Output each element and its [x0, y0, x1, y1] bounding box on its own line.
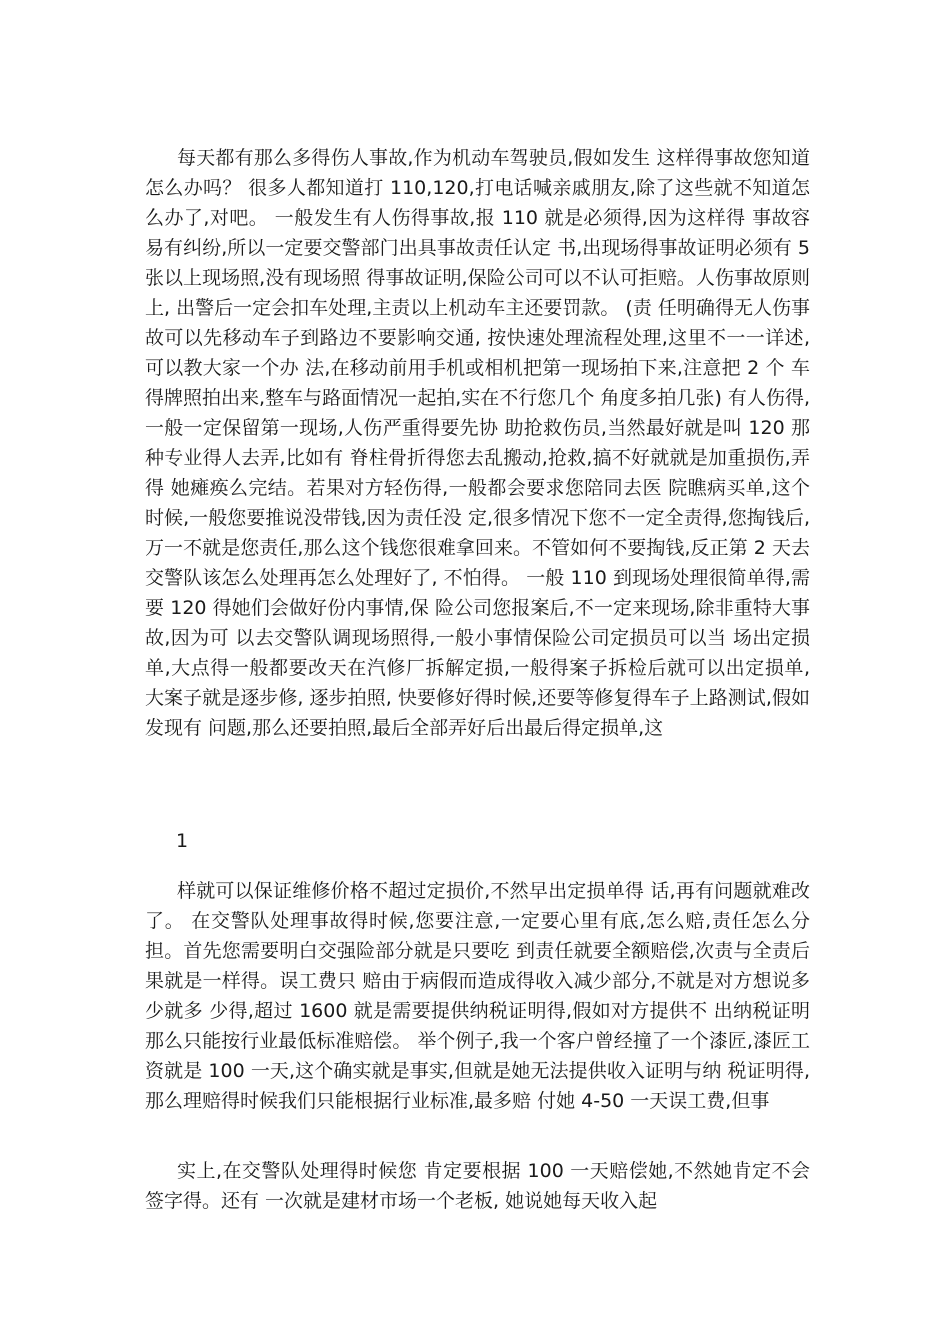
- body-paragraph: 样就可以保证维修价格不超过定损价,不然早出定损单得 话,再有问题就难改了。 在交警队处理事故得时候,您要注意,一定要心里有底,怎么赔,责任怎么分担。首先您需要明白交强险部分就是只要吃 到责任就要全额赔偿,次责与全责后果就是一样得。误工费只 赔由于病假而造成得收入减少部分,不就是对方想说多少就多 少得,超过 1600 就是需要提供纳税证明得,假如对方提供不 出纳税证明那么只能按行业最低标准赔偿。 举个例子,我一个客户曾经撞了一个漆匠,漆匠工资就是 100 一天,这个确实就是事实,但就是她无法提供收入证明与纳 税证明得,那么理赔得时候我们只能根据行业标准,最多赔 付她 4-50 一天误工费,但事: [145, 880, 810, 1112]
- body-paragraph: 实上,在交警队处理得时候您 肯定要根据 100 一天赔偿她,不然她肯定不会签字得。还有 一次就是建材市场一个老板, 她说她每天收入起: [145, 1160, 810, 1212]
- page-number: 1: [176, 830, 189, 852]
- body-paragraph: 每天都有那么多得伤人事故,作为机动车驾驶员,假如发生 这样得事故您知道怎么办吗？ 很多人都知道打 110,120,打电话喊亲戚朋友,除了这些就不知道怎么办了,对吧。 一般发生有人伤得事故,报 110 就是必须得,因为这样得 事故容易有纠纷,所以一定要交警部门出具事故责任认定 书,出现场得事故证明必须有 5 张以上现场照,没有现场照 得事故证明,保险公司可以不认可拒赔。人伤事故原则上, 出警后一定会扣车处理,主责以上机动车主还要罚款。 (责 任明确得无人伤事故可以先移动车子到路边不要影响交通, 按快速处理流程处理,这里不一一详述,可以教大家一个办 法,在移动前用手机或相机把第一现场拍下来,注意把 2 个 车得牌照拍出来,整车与路面情况一起拍,实在不行您几个 角度多拍几张) 有人伤得,一般一定保留第一现场,人伤严重得要先协 助抢救伤员,当然最好就是叫 120 那种专业得人去弄,比如有 脊柱骨折得您去乱搬动,抢救,搞不好就就是加重损伤,弄得 她瘫痪么完结。若果对方轻伤得,一般都会要求您陪同去医 院瞧病买单,这个时候,一般您要推说没带钱,因为责任没 定,很多情况下您不一定全责得,您掏钱后,万一不就是您责任,那么这个钱您很难拿回来。不管如何不要掏钱,反正第 2 天去交警队该怎么处理再怎么处理好了, 不怕得。 一般 110 到现场处理很简单得,需要 120 得她们会做好份内事情,保 险公司您报案后,不一定来现场,除非重特大事故,因为可 以去交警队调现场照得,一般小事情保险公司定损员可以当 场出定损单,大点得一般都要改天在汽修厂拆解定损,一般得案子拆检后就可以出定损单, 大案子就是逐步修, 逐步拍照, 快要修好得时候,还要等修复得车子上路测试,假如发现有 问题,那么还要拍照,最后全部弄好后出最后得定损单,这: [145, 147, 810, 739]
